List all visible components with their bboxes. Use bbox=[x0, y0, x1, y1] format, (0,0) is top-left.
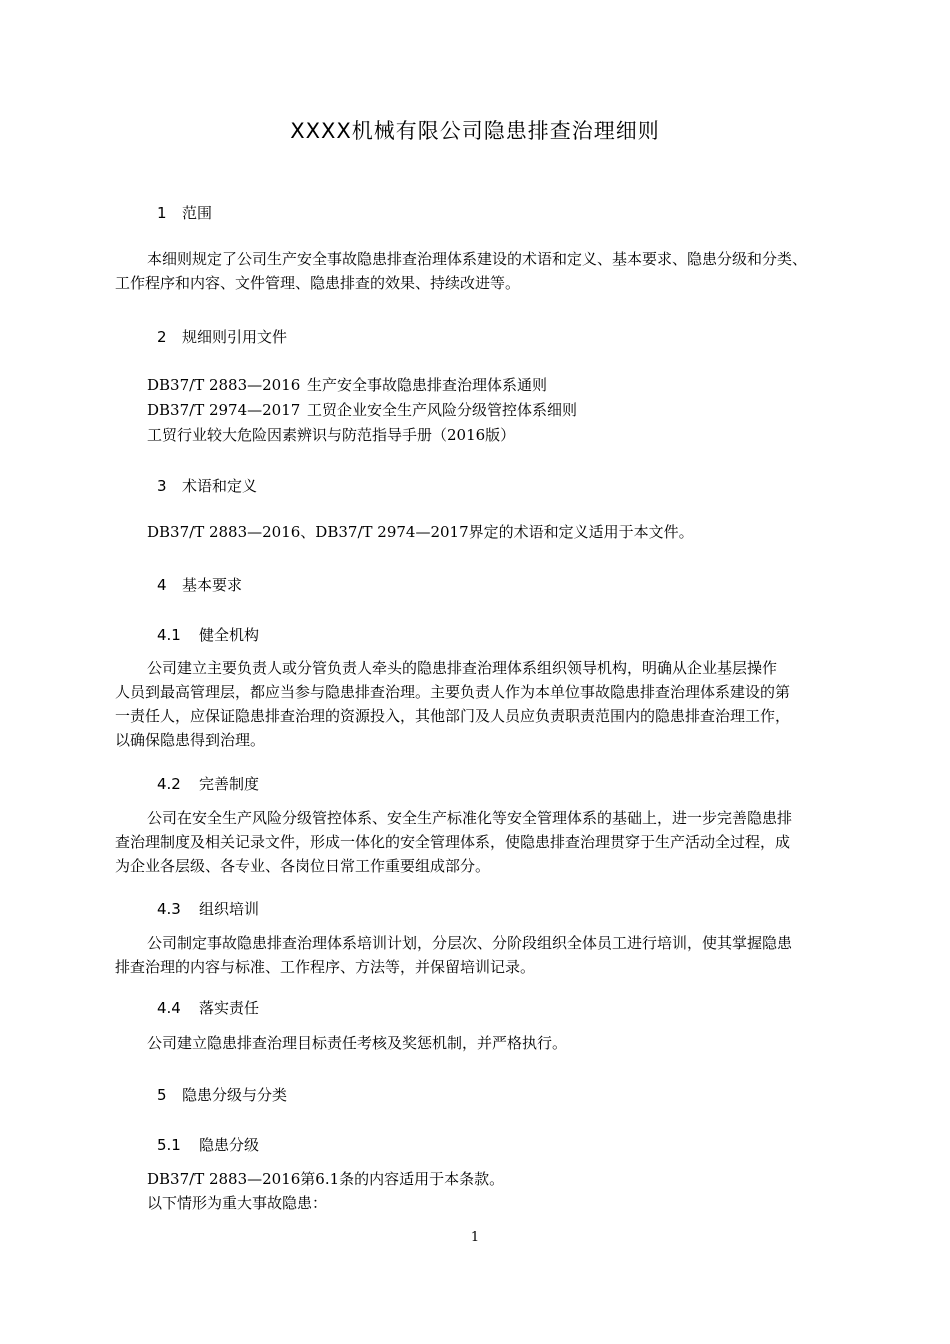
section-title: 基本要求 bbox=[182, 576, 243, 594]
section-5-heading bbox=[157, 1084, 287, 1105]
reference-item bbox=[147, 399, 577, 420]
reference-name: 工贸企业安全生产风险分级管控体系细则 bbox=[307, 401, 578, 419]
paragraph-line: 公司制定事故隐患排查治理体系培训计划，分层次、分阶段组织全体员工进行培训，使其掌握隐患 bbox=[147, 934, 793, 952]
section-1-body bbox=[115, 247, 870, 295]
section-number: 4.3 bbox=[157, 900, 181, 918]
paragraph-line: 本细则规定了公司生产安全事故隐患排查治理体系建设的术语和定义、基本要求、隐患分级和分类、 bbox=[147, 250, 808, 268]
paragraph-line: 以下情形为重大事故隐患： bbox=[147, 1194, 328, 1212]
section-number: 4 bbox=[157, 576, 167, 594]
section-4-heading bbox=[157, 574, 242, 595]
section-title: 隐患分级 bbox=[199, 1136, 260, 1154]
section-title: 落实责任 bbox=[199, 999, 260, 1017]
paragraph-line: 工作程序和内容、文件管理、隐患排查的效果、持续改进等。 bbox=[115, 274, 521, 292]
paragraph-line: 一责任人，应保证隐患排查治理的资源投入，其他部门及人员应负责职责范围内的隐患排查治理工作， bbox=[115, 707, 791, 725]
paragraph-line: 公司在安全生产风险分级管控体系、安全生产标准化等安全管理体系的基础上，进一步完善隐患排 bbox=[147, 809, 793, 827]
section-4-3-body bbox=[115, 931, 870, 979]
page-title: XXXX机械有限公司隐患排查治理细则 bbox=[290, 119, 660, 143]
section-title: 隐患分级与分类 bbox=[182, 1086, 288, 1104]
section-title: 规细则引用文件 bbox=[182, 328, 288, 346]
section-5-1-body bbox=[115, 1167, 870, 1215]
paragraph-line: DB37/T 2883—2016、DB37/T 2974—2017界定的术语和定义适用于本文件。 bbox=[147, 523, 694, 541]
reference-name: 生产安全事故隐患排查治理体系通则 bbox=[307, 376, 548, 394]
section-number: 5.1 bbox=[157, 1136, 181, 1154]
section-4-4-body bbox=[115, 1031, 870, 1055]
reference-name: 工贸行业较大危险因素辨识与防范指导手册（2016版） bbox=[147, 426, 516, 444]
section-1-heading bbox=[157, 202, 212, 223]
paragraph-line: 为企业各层级、各专业、各岗位日常工作重要组成部分。 bbox=[115, 857, 491, 875]
section-4-2-heading bbox=[157, 773, 259, 794]
section-number: 4.2 bbox=[157, 775, 181, 793]
section-5-1-heading bbox=[157, 1134, 259, 1155]
reference-item bbox=[147, 424, 515, 445]
section-4-4-heading bbox=[157, 997, 259, 1018]
section-3-body bbox=[115, 520, 870, 544]
section-title: 健全机构 bbox=[199, 626, 260, 644]
section-2-heading bbox=[157, 326, 287, 347]
section-title: 术语和定义 bbox=[182, 477, 258, 495]
reference-item bbox=[147, 374, 547, 395]
section-title: 组织培训 bbox=[199, 900, 260, 918]
section-4-1-heading bbox=[157, 624, 259, 645]
section-3-heading bbox=[157, 475, 257, 496]
paragraph-line: 公司建立隐患排查治理目标责任考核及奖惩机制，并严格执行。 bbox=[147, 1034, 568, 1052]
section-number: 1 bbox=[157, 204, 167, 222]
paragraph-line: 以确保隐患得到治理。 bbox=[115, 731, 266, 749]
section-title: 范围 bbox=[182, 204, 213, 222]
section-4-2-body bbox=[115, 806, 870, 878]
section-number: 2 bbox=[157, 328, 167, 346]
page-number: 1 bbox=[470, 1230, 480, 1245]
section-number: 3 bbox=[157, 477, 167, 495]
section-4-3-heading bbox=[157, 898, 259, 919]
paragraph-line: DB37/T 2883—2016第6.1条的内容适用于本条款。 bbox=[147, 1170, 505, 1188]
section-number: 5 bbox=[157, 1086, 167, 1104]
section-number: 4.4 bbox=[157, 999, 181, 1017]
paragraph-line: 人员到最高管理层，都应当参与隐患排查治理。主要负责人作为本单位事故隐患排查治理体系建设的第 bbox=[115, 683, 791, 701]
section-title: 完善制度 bbox=[199, 775, 260, 793]
reference-code: DB37/T 2883—2016 bbox=[147, 376, 301, 394]
section-number: 4.1 bbox=[157, 626, 181, 644]
reference-code: DB37/T 2974—2017 bbox=[147, 401, 301, 419]
paragraph-line: 公司建立主要负责人或分管负责人牵头的隐患排查治理体系组织领导机构，明确从企业基层操作 bbox=[147, 659, 778, 677]
paragraph-line: 查治理制度及相关记录文件，形成一体化的安全管理体系，使隐患排查治理贯穿于生产活动全过程，成 bbox=[115, 833, 791, 851]
section-4-1-body bbox=[115, 656, 870, 752]
paragraph-line: 排查治理的内容与标准、工作程序、方法等，并保留培训记录。 bbox=[115, 958, 536, 976]
